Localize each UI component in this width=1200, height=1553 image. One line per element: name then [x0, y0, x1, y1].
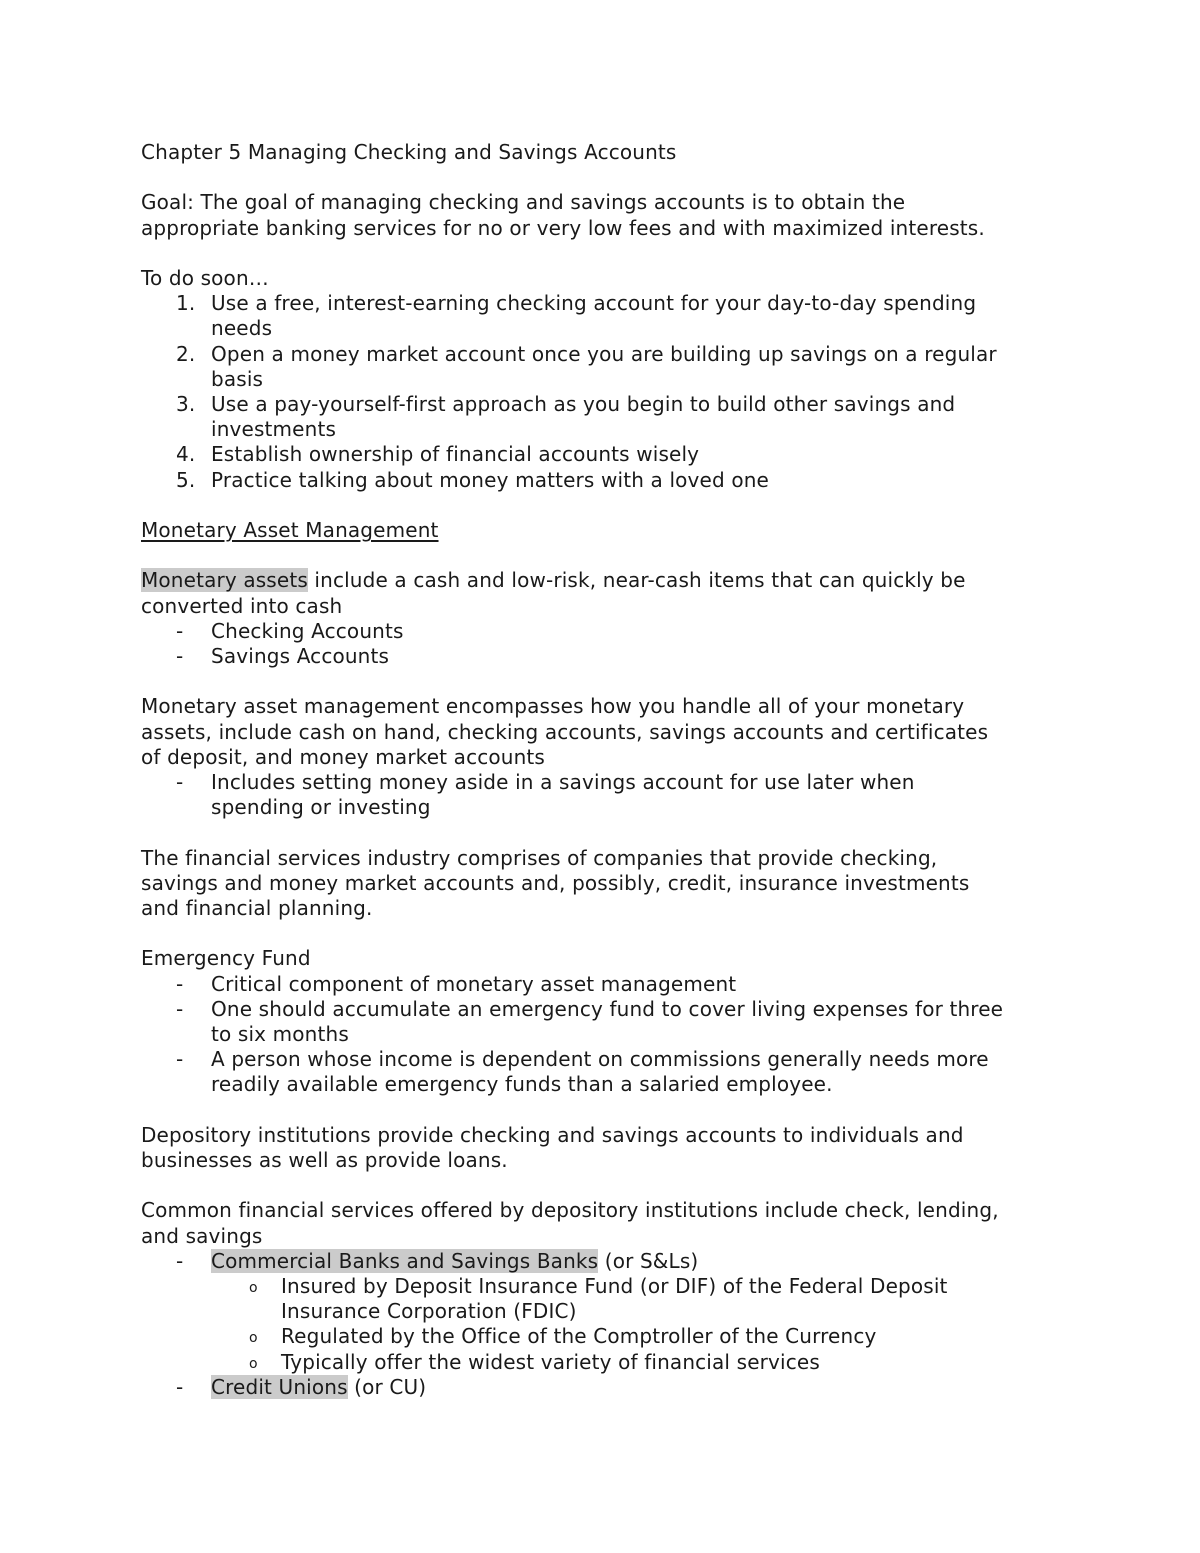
- bank-sublist: [211, 1274, 1071, 1375]
- definition-text: include a cash and low-risk, near-cash items that can quickly be: [307, 568, 966, 593]
- goal-line-2: appropriate banking services for no or very low fees and with maximized interests.: [141, 215, 985, 240]
- item-text-line: Establish ownership of financial accounts wisely: [211, 442, 700, 467]
- todo-item-5: [176, 467, 1071, 493]
- common-line-1: Common financial services offered by depository institutions include check, lending,: [141, 1198, 999, 1223]
- term-suffix: (or S&Ls): [598, 1248, 699, 1273]
- term-suffix: (or CU): [347, 1374, 427, 1399]
- emergency-list: [141, 972, 1071, 1098]
- dash-bullet: -: [176, 971, 184, 996]
- item-number: 4.: [176, 442, 196, 467]
- management-line-3: of deposit, and money market accounts: [141, 744, 545, 769]
- item-text-line: spending or investing: [211, 795, 431, 820]
- list-item: [176, 1248, 1071, 1375]
- industry-line-1: The financial services industry comprises of companies that provide checking,: [141, 845, 938, 870]
- emergency-heading: Emergency Fund: [141, 946, 311, 971]
- item-text-line: to six months: [211, 1022, 349, 1046]
- common-line-2: and savings: [141, 1223, 263, 1248]
- item-number: 3.: [176, 392, 196, 416]
- item-text-line: Use a free, interest-earning checking account for your day-to-day spending: [211, 291, 977, 316]
- item-text-line: Critical component of monetary asset management: [211, 971, 737, 996]
- item-text-line: Practice talking about money matters with a loved one: [211, 467, 769, 492]
- circle-bullet: o: [249, 1355, 258, 1372]
- item-text-line: Use a pay-yourself-first approach as you begin to build other savings and: [211, 392, 956, 416]
- item-text-line: investments: [211, 417, 337, 442]
- todo-item-4: [176, 442, 1071, 467]
- industry-line-2: savings and money market accounts and, possibly, credit, insurance investments: [141, 870, 970, 895]
- list-item: [176, 1374, 1071, 1400]
- dash-bullet: -: [176, 644, 184, 668]
- item-text-line: One should accumulate an emergency fund to cover living expenses for three: [211, 996, 1004, 1021]
- depository-line-1: Depository institutions provide checking and savings accounts to individuals and: [141, 1122, 964, 1147]
- management-line-2: assets, include cash on hand, checking accounts, savings accounts and certificates: [141, 719, 989, 744]
- dash-bullet: -: [176, 1374, 184, 1399]
- item-text: Savings Accounts: [211, 644, 390, 668]
- todo-list: [141, 291, 1071, 493]
- sub-list-item: [249, 1349, 1071, 1375]
- item-number: 1.: [176, 291, 196, 316]
- sub-list-item: [249, 1324, 1071, 1349]
- item-text-line: Includes setting money aside in a savings account for use later when: [211, 770, 915, 794]
- management-list: [141, 770, 1071, 820]
- item-number: 2.: [176, 341, 196, 366]
- item-text-line: readily available emergency funds than a salaried employee.: [211, 1072, 833, 1097]
- page-title: Chapter 5 Managing Checking and Savings Accounts: [141, 140, 677, 164]
- list-item: [176, 770, 1071, 820]
- circle-bullet: o: [249, 1280, 258, 1296]
- item-text-line: needs: [211, 316, 273, 341]
- todo-item-3: [176, 392, 1071, 442]
- item-text-line: Open a money market account once you are building up savings on a regular: [211, 341, 997, 366]
- monetary-assets-line-1: [141, 568, 1071, 593]
- highlighted-term: Commercial Banks and Savings Banks: [211, 1248, 599, 1273]
- dash-bullet: -: [176, 1248, 184, 1273]
- dash-bullet: -: [176, 618, 184, 643]
- item-number: 5.: [176, 467, 196, 492]
- item-text-line: basis: [211, 366, 264, 391]
- monetary-assets-line-2: converted into cash: [141, 593, 343, 618]
- highlighted-term: Credit Unions: [211, 1374, 348, 1399]
- list-item: [176, 1047, 1071, 1097]
- todo-item-1: [176, 291, 1071, 341]
- list-item: [176, 971, 1071, 997]
- industry-line-3: and financial planning.: [141, 896, 373, 920]
- goal-line-1: Goal: The goal of managing checking and savings accounts is to obtain the: [141, 190, 906, 215]
- item-text-line: Regulated by the Office of the Comptroller of the Currency: [281, 1324, 877, 1349]
- section-heading: Monetary Asset Management: [141, 518, 439, 542]
- monetary-assets-list: [141, 619, 1071, 669]
- item-text-line: Insurance Corporation (FDIC): [281, 1299, 577, 1324]
- management-line-1: Monetary asset management encompasses how you handle all of your monetary: [141, 694, 965, 719]
- item-text-line: Typically offer the widest variety of financial services: [281, 1349, 820, 1374]
- institutions-list: [141, 1249, 1071, 1400]
- circle-bullet: o: [249, 1330, 258, 1347]
- list-item: [176, 996, 1071, 1047]
- depository-line-2: businesses as well as provide loans.: [141, 1148, 508, 1172]
- item-text: Checking Accounts: [211, 618, 404, 643]
- sub-list-item: [249, 1274, 1071, 1324]
- list-item: [176, 644, 1071, 669]
- todo-item-2: [176, 341, 1071, 392]
- list-item: [176, 618, 1071, 644]
- item-text-line: Insured by Deposit Insurance Fund (or DIF) of the Federal Deposit: [281, 1274, 948, 1298]
- todo-heading: To do soon…: [141, 265, 269, 290]
- item-text-line: A person whose income is dependent on commissions generally needs more: [211, 1047, 989, 1072]
- dash-bullet: -: [176, 1047, 184, 1072]
- highlighted-term: Monetary assets: [141, 568, 308, 593]
- dash-bullet: -: [176, 996, 184, 1021]
- document-page: [141, 140, 1071, 1400]
- dash-bullet: -: [176, 770, 184, 794]
